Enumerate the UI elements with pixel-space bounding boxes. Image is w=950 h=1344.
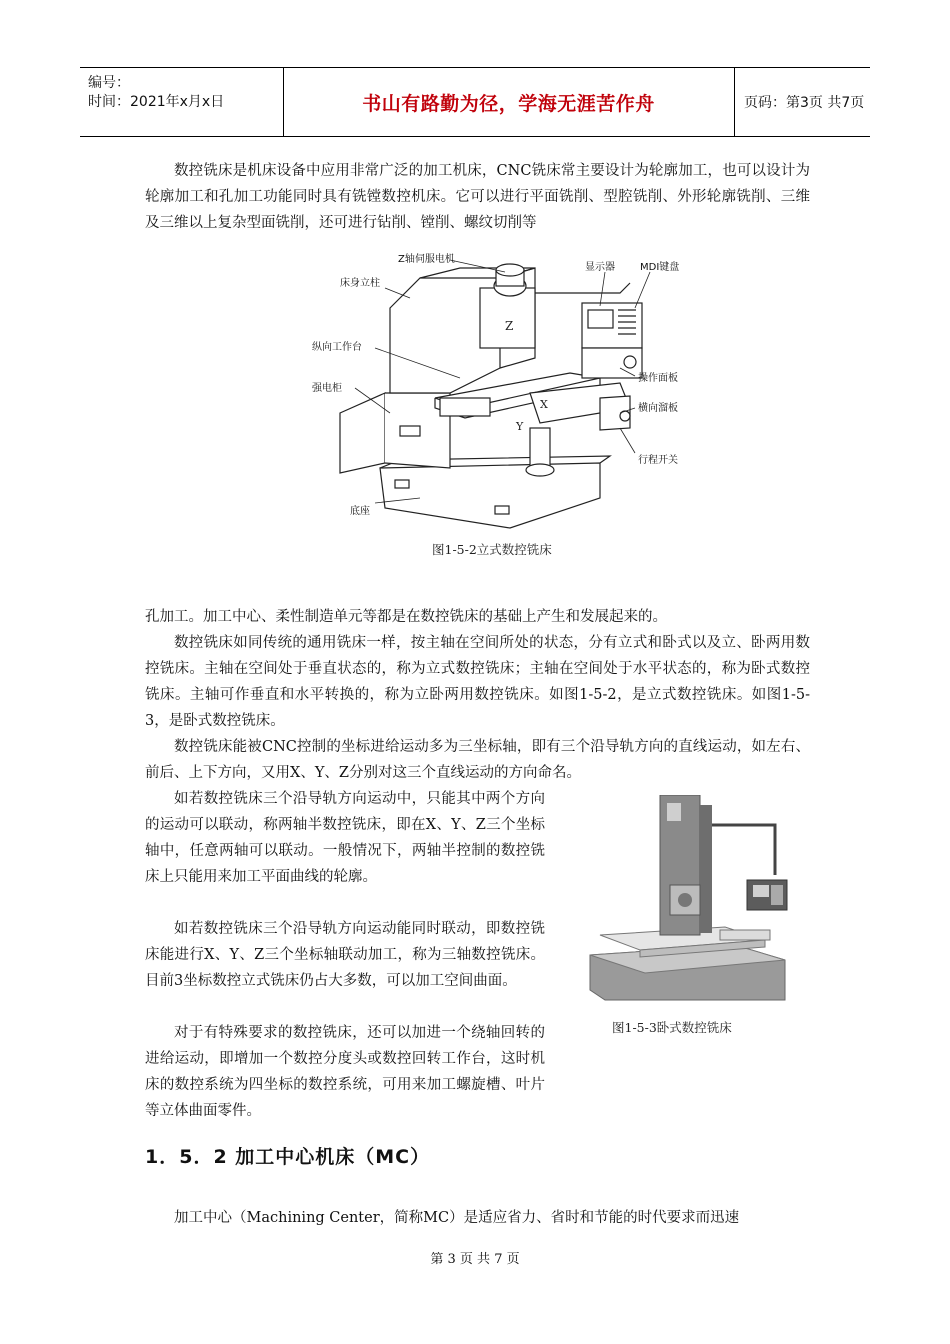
horizontal-milling-machine-figure [585,795,795,1005]
svg-text:X: X [540,398,548,411]
paragraph-two-half-axis: 如若数控铣床三个沿导轨方向运动中，只能其中两个方向的运动可以联动，称两轴半数控铣床，即在X、Y、Z三个坐标轴中，任意两轴可以联动。一般情况下，两轴半控制的数控铣床上只能用来加工平面曲线的轮廓。 [145,791,545,885]
paragraph-four-axis: 对于有特殊要求的数控铣床，还可以加进一个绕轴回转的进给运动，即增加一个数控分度头或数控回转工作台，这时机床的数控系统为四坐标的数控系统，可用来加工螺旋槽、叶片等立体曲面零件。 [145,1025,545,1119]
figure2-caption: 图1-5-3卧式数控铣床 [612,1020,732,1035]
vertical-milling-machine-figure [300,248,695,533]
label-mdi: MDI键盘 [640,262,680,273]
paragraph-three-axis: 如若数控铣床三个沿导轨方向运动能同时联动，即数控铣床能进行X、Y、Z三个坐标轴联动加工，称为三轴数控铣床。目前3坐标数控立式铣床仍占大多数，可以加工空间曲面。 [145,921,545,989]
label-cross-slide: 横向溜板 [638,403,678,414]
header-page-info: 页码：第3页 共7页 [744,95,865,111]
paragraph-continuation: 孔加工。加工中心、柔性制造单元等都是在数控铣床的基础上产生和发展起来的。 [145,609,667,625]
label-limit-switch: 行程开关 [638,455,678,466]
svg-text:Z: Z [505,319,514,333]
header-time-label: 时间：2021年x月x日 [88,94,225,110]
label-column: 床身立柱 [340,278,380,289]
label-cabinet: 强电柜 [312,383,342,394]
header-page-cell [734,68,870,136]
label-display: 显示器 [585,262,615,273]
paragraph-intro: 数控铣床是机床设备中应用非常广泛的加工机床，CNC铣床常主要设计为轮廓加工，也可以设计为轮廓加工和孔加工功能同时具有铣镗数控机床。它可以进行平面铣削、型腔铣削、外形轮廓铣削、三维及三维以上复杂型面铣削，还可进行钻削、镗削、螺纹切削等 [145,163,810,231]
header-motto: 书山有路勤为径，学海无涯苦作舟 [362,92,655,115]
header-number-label: 编号： [88,75,130,91]
label-z-motor: Z轴伺服电机 [398,254,455,265]
svg-text:Y: Y [516,420,524,433]
label-base: 底座 [350,506,370,517]
paragraph-classification: 数控铣床如同传统的通用铣床一样，按主轴在空间所处的状态，分有立式和卧式以及立、卧两用数控铣床。主轴在空间处于垂直状态的，称为立式数控铣床；主轴在空间处于水平状态的，称为卧式数控铣床。主轴可作垂直和水平转换的，称为立卧两用数控铣床。如图1-5-2，是立式数控铣床。如图1-5-3，是卧式数控铣床。 [145,635,810,729]
page-footer: 第 3 页 共 7 页 [430,1252,520,1267]
paragraph-axes: 数控铣床能被CNC控制的坐标进给运动多为三坐标轴，即有三个沿导轨方向的直线运动，如左右、前后、上下方向，又用X、Y、Z分别对这三个直线运动的方向命名。 [145,739,810,781]
header-motto-cell [283,68,735,136]
figure1-caption: 图1-5-2立式数控铣床 [432,542,552,557]
section-heading: 1．5．2 加工中心机床（MC） [145,1146,431,1168]
label-table: 纵向工作台 [312,342,362,353]
paragraph-machining-center: 加工中心（Machining Center，简称MC）是适应省力、省时和节能的时代要求而迅速 [174,1210,740,1226]
page-header [80,67,870,137]
label-panel: 操作面板 [638,373,678,384]
header-meta [80,68,284,136]
